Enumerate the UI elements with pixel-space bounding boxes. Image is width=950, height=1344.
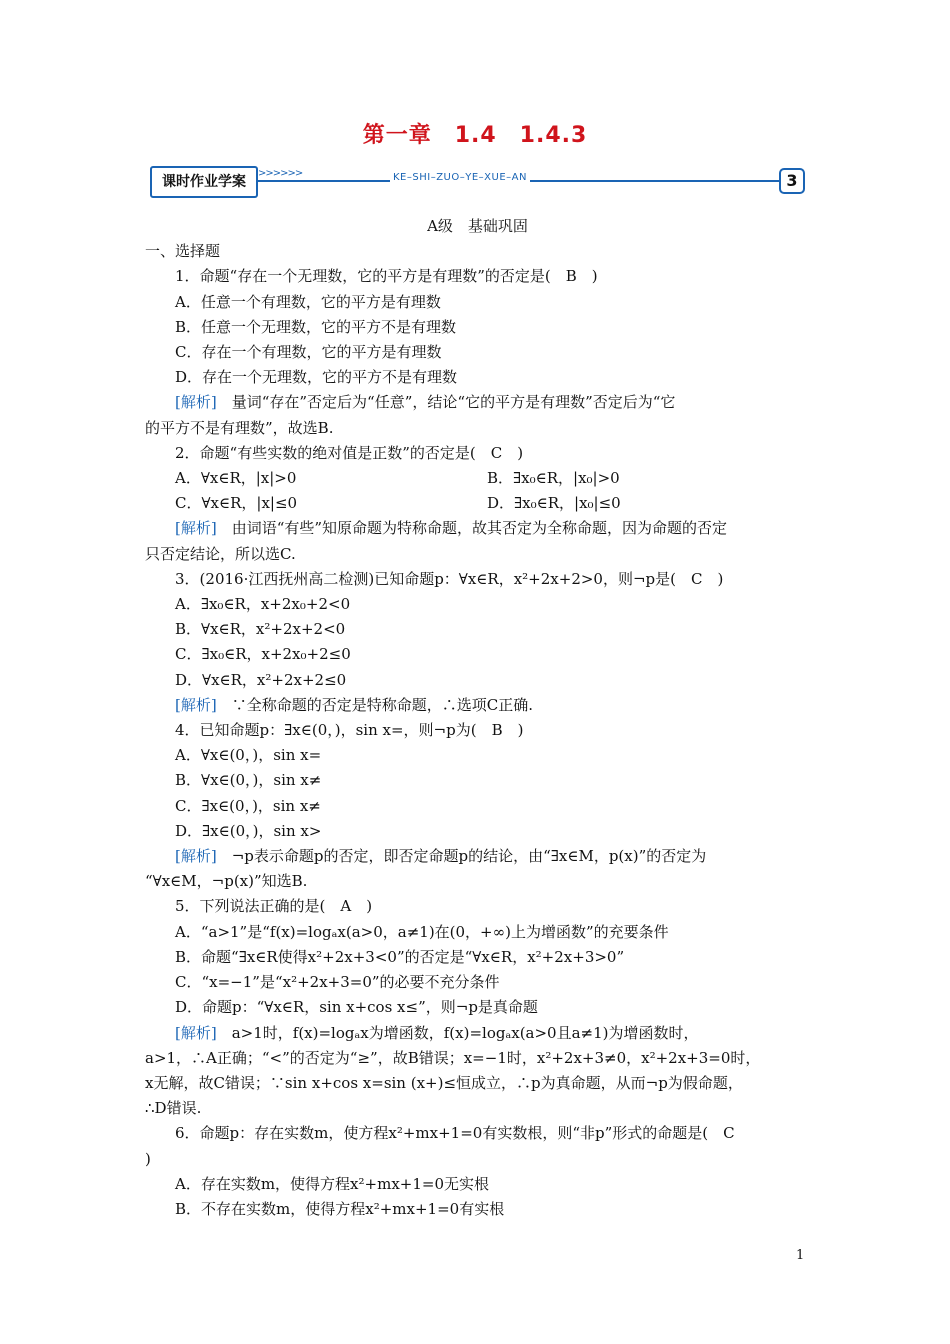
part-heading: 一、选择题 — [145, 242, 221, 261]
question-2-option-b: B．∃x₀∈R，|x₀|>0 — [487, 469, 620, 488]
question-2-explanation — [145, 516, 810, 541]
question-3-option-a: A．∃x₀∈R，x+2x₀+2<0 — [175, 595, 351, 614]
banner-pinyin: KE–SHI–ZUO–YE–XUE–AN — [390, 172, 530, 183]
explanation-tag: [解析] — [175, 847, 217, 866]
question-3-option-c: C．∃x₀∈R，x+2x₀+2≤0 — [175, 645, 351, 664]
question-2-options-cd — [145, 491, 810, 516]
page-number: 1 — [796, 1248, 805, 1263]
question-4-stem: 4．已知命题p：∃x∈(0，)，sin x=，则¬p为( B ) — [175, 721, 524, 740]
question-5-option-d: D．命题p：“∀x∈R，sin x+cos x≤”，则¬p是真命题 — [175, 998, 538, 1017]
level-heading: A级 基础巩固 — [427, 217, 528, 235]
question-3-option-d: D．∀x∈R，x²+2x+2≤0 — [175, 670, 347, 689]
explanation-text: ¬p表示命题p的否定，即否定命题p的结论，由“∃x∈M，p(x)”的否定为 — [216, 847, 707, 866]
question-1-stem: 1．命题“存在一个无理数，它的平方是有理数”的否定是( B ) — [175, 267, 598, 286]
question-2-explanation-cont: 只否定结论，所以选C. — [145, 544, 296, 563]
question-3-option-b: B．∀x∈R，x²+2x+2<0 — [175, 620, 346, 639]
banner-number: 3 — [779, 168, 805, 194]
question-4-option-d: D．∃x∈(0，)，sin x> — [175, 821, 322, 840]
question-2-options-ab — [145, 466, 810, 491]
question-4-explanation — [145, 844, 810, 869]
question-5-explanation-cont-3: ∴D错误. — [145, 1099, 202, 1118]
banner-label: 课时作业学案 — [150, 166, 258, 198]
question-3-explanation — [145, 693, 810, 718]
question-4-explanation-cont: “∀x∈M，¬p(x)”知选B. — [145, 872, 308, 891]
question-4-option-a: A．∀x∈(0，)，sin x= — [175, 746, 322, 765]
explanation-text: 由词语“有些”知原命题为特称命题，故其否定为全称命题，因为命题的否定 — [216, 519, 728, 538]
explanation-tag: [解析] — [175, 695, 217, 714]
question-4-option-b: B．∀x∈(0，)，sin x≠ — [175, 771, 322, 790]
question-1-option-b: B．任意一个无理数，它的平方不是有理数 — [175, 317, 457, 336]
question-1-option-d: D．存在一个无理数，它的平方不是有理数 — [175, 368, 458, 387]
question-5-option-b: B．命题“∃x∈R使得x²+2x+3<0”的否定是“∀x∈R，x²+2x+3>0” — [175, 947, 625, 966]
question-1-explanation-cont: 的平方不是有理数”，故选B. — [145, 418, 334, 437]
question-6-stem-cont: ) — [145, 1149, 151, 1168]
question-5-option-c: C．“x=−1”是“x²+2x+3=0”的必要不充分条件 — [175, 973, 500, 992]
explanation-text: 量词“存在”否定后为“任意”，结论“它的平方是有理数”否定后为“它 — [216, 393, 676, 412]
explanation-tag: [解析] — [175, 519, 217, 538]
question-1-explanation — [145, 390, 810, 415]
document-body — [145, 214, 810, 1222]
banner-arrows: >>>>>> — [258, 168, 303, 179]
question-5-explanation-cont-2: x无解，故C错误；∵sin x+cos x=sin (x+)≤恒成立，∴p为真命题，从而¬p为假命题， — [145, 1073, 743, 1092]
question-6-stem: 6．命题p：存在实数m，使方程x²+mx+1=0有实数根，则“非p”形式的命题是( C — [175, 1124, 735, 1143]
page-title: 第一章 1.4 1.4.3 — [362, 123, 588, 148]
section-banner — [150, 166, 805, 198]
question-6-option-b: B．不存在实数m，使得方程x²+mx+1=0有实根 — [175, 1199, 505, 1218]
question-5-stem: 5．下列说法正确的是( A ) — [175, 897, 373, 916]
question-3-stem: 3．(2016·江西抚州高二检测)已知命题p：∀x∈R，x²+2x+2>0，则¬p是( C ) — [175, 569, 724, 588]
question-5-explanation-cont-1: a>1，∴A正确；“<”的否定为“≥”，故B错误；x=−1时，x²+2x+3≠0，x²+2x+3=0时， — [145, 1048, 761, 1067]
question-1-option-c: C．存在一个有理数，它的平方是有理数 — [175, 343, 442, 362]
question-1-option-a: A．任意一个有理数，它的平方是有理数 — [175, 292, 441, 311]
question-2-stem: 2．命题“有些实数的绝对值是正数”的否定是( C ) — [175, 443, 524, 462]
explanation-text: a>1时，f(x)=logₐx为增函数，f(x)=logₐx(a>0且a≠1)为增函数时， — [216, 1023, 699, 1042]
question-2-option-d: D．∃x₀∈R，|x₀|≤0 — [487, 494, 621, 513]
question-6-option-a: A．存在实数m，使得方程x²+mx+1=0无实根 — [175, 1174, 490, 1193]
question-2-option-c: C．∀x∈R，|x|≤0 — [175, 494, 298, 513]
explanation-tag: [解析] — [175, 393, 217, 412]
question-5-explanation — [145, 1021, 810, 1046]
question-2-option-a: A．∀x∈R，|x|>0 — [175, 469, 297, 488]
question-5-option-a: A．“a>1”是“f(x)=logₐx(a>0，a≠1)在(0，+∞)上为增函数”的充要条件 — [175, 922, 669, 941]
question-4-option-c: C．∃x∈(0，)，sin x≠ — [175, 796, 321, 815]
explanation-text: ∵全称命题的否定是特称命题，∴选项C正确. — [216, 695, 533, 714]
explanation-tag: [解析] — [175, 1023, 217, 1042]
